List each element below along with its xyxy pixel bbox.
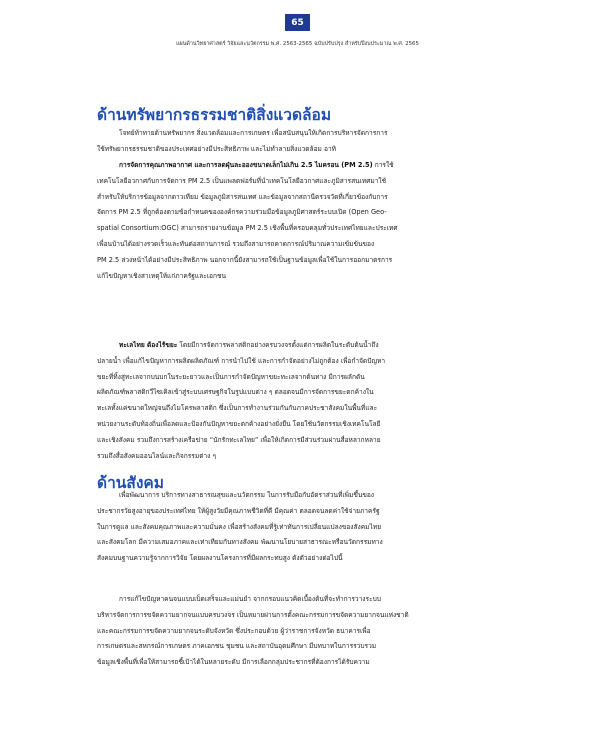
paragraph-line: ข้อมูลเชิงพื้นที่เพื่อให้สามารถชี้เป้าได้ในหลายระดับ มีการเลือกกลุ่มประชากรที่ต้องการได้รับความ: [97, 658, 370, 667]
paragraph-line: การเกษตรและสหกรณ์การเกษตร ภาคเอกชน ชุมชน และสถาบันอุดมศึกษา มีบทบาทในการรวบรวม: [97, 642, 377, 651]
paragraph-line: PM 2.5 ล่วงหน้าได้อย่างมีประสิทธิภาพ นอกจากนี้ยังสามารถใช้เป็นฐานข้อมูลเพื่อใช้ในการออกมาตรการ: [97, 255, 393, 264]
paragraph-line: ในการดูแล และสังคมคุณภาพและความมั่นคง เพื่อสร้างสังคมที่รู้เท่าทันการเปลี่ยนแปลงของสังคมไทย: [97, 522, 382, 531]
paragraph-line: ใช้ทรัพยากรธรรมชาติของประเทศอย่างมีประสิทธิภาพ และไม่ทำลายสิ่งแวดล้อม อาทิ: [97, 144, 337, 153]
paragraph-lead: ทะเลไทย ต้องไร้ขยะ: [119, 341, 178, 349]
paragraph-line: แก้ไขปัญหาเชิงสาเหตุให้แก่ภาครัฐและเอกชน: [97, 271, 226, 280]
page-number-badge: 65: [285, 14, 310, 31]
section-heading-social: ด้านสังคม: [97, 474, 164, 492]
paragraph-line: เพื่อนบ้านได้อย่างรวดเร็วและทันต่อสถานการณ์ รวมถึงสามารถคาดการณ์ปริมาณความเข้มข้นของ: [97, 239, 375, 248]
paragraph-lead: การจัดการคุณภาพอากาศ และการลดฝุ่นละอองขนาดเล็กไม่เกิน 2.5 ไมครอน (PM 2.5): [119, 161, 373, 169]
paragraph-line: สังคมบนฐานความรู้จากการวิจัย โดยผลงานโครงการที่มีผลกระทบสูง ดังตัวอย่างต่อไปนี้: [97, 554, 343, 563]
paragraph-line: หน่วยงานระดับท้องถิ่นเพื่อลดและป้องกันปัญหาขยะตกค้างอย่างยั่งยืน โดยใช้นวัตกรรมเชิงเทคโนโลยี: [97, 419, 381, 428]
paragraph-environment-intro: [97, 126, 499, 158]
paragraph-poverty: [97, 592, 499, 671]
paragraph-line: ปลายน้ำ เพื่อแก้ไขปัญหาการผลิตผลิตภัณฑ์ การนำไปใช้ และการกำจัดอย่างไม่ถูกต้อง เพื่อกำจัดปัญหา: [97, 356, 386, 365]
paragraph-line: และเชิงสังคม รวมถึงการสร้างเครือข่าย “นักรักทะเลไทย” เพื่อให้เกิดการมีส่วนร่วมผ่านสื่อหลากหลาย: [97, 435, 381, 444]
paragraph-line: ทะเลทั้งแค่ขนาดใหญ่จนถึงไมโครพลาสติก ซึ่งเป็นการทำงานร่วมกันกับภาคประชาสังคมในพื้นที่และ: [97, 404, 378, 413]
paragraph-air-quality: [97, 158, 499, 284]
paragraph-line: โจทย์ท้าทายด้านทรัพยากร สิ่งแวดล้อมและการเกษตร เพื่อสนับสนุนให้เกิดการบริหารจัดการการ: [119, 129, 388, 137]
paragraph-line: เทคโนโลยีอวกาศกับการจัดการ PM 2.5 เป็นแพลตฟอร์มที่นำเทคโนโลยีอวกาศและภูมิสารสนเทศมาใช้: [97, 176, 387, 185]
paragraph-text: โดยมีการจัดการพลาสติกอย่างครบวงจรตั้งแต่การผลิตในระดับต้นน้ำถึง: [177, 341, 379, 349]
paragraph-line: [97, 338, 499, 354]
paragraph-text: การใช้: [372, 161, 394, 169]
paragraph-social-intro: [97, 488, 499, 567]
paragraph-line: เพื่อพัฒนาการ บริการทางสาธารณสุขและนวัตกรรม ในการรับมือกับอัตราส่วนที่เพิ่มขึ้นของ: [119, 491, 375, 499]
paragraph-marine-waste: [97, 338, 499, 464]
paragraph-line: [97, 158, 499, 174]
paragraph-line: และคณะกรรมการขจัดความยากจนระดับจังหวัด ซึ่งประกอบด้วย ผู้ว่าราชการจังหวัด ธนาคารเพื่อ: [97, 626, 371, 635]
running-header: แผนด้านวิทยาศาสตร์ วิจัยและนวัตกรรม พ.ศ. 2563-2565 ฉบับปรับปรุง สำหรับปีงบประมาณ พ.ศ. 2565: [176, 41, 419, 47]
paragraph-line: ผลิตภัณฑ์พลาสติกวีไซเคิลเข้าสู่ระบบเศรษฐกิจในรูปแบบต่าง ๆ ตลอดจนมีการจัดการขยะตกค้างใน: [97, 388, 374, 397]
paragraph-line: จัดการ PM 2.5 ที่ถูกต้องตามข้อกำหนดขององค์กรความร่วมมือข้อมูลภูมิศาสตร์ระบบเปิด (Open Geo-: [97, 208, 387, 217]
paragraph-line: บริหารจัดการการขจัดความยากจนแบบครบวงจร เป็นหมายผ่านการตั้งคณะกรรมการขจัดความยากจนแห่งชาติ: [97, 610, 409, 619]
paragraph-line: และสังคมโลก มีความเสมอภาคและเท่าเทียมกันทางสังคม พัฒนานโยบายสาธารณะหรือนวัตกรรมทาง: [97, 538, 383, 547]
paragraph-line: ประชากรวัยสูงอายุของประเทศไทย ให้ผู้สูงวัยมีคุณภาพชีวิตที่ดี มีคุณค่า ตลอดจนลดค่าใช้จ่ายภาครัฐ: [97, 506, 380, 515]
paragraph-line: ขยะที่ทิ้งสู่ทะเลจากบนบกในระยะยาวและเป็นการกำจัดปัญหาขยะทะเลจากต้นทาง มีการผลักดัน: [97, 372, 365, 381]
paragraph-line: การแก้ไขปัญหาคนจนแบบเบ็ดเสร็จและแม่นยำ จากกรอบแนวคิดเบื้องต้นที่จะทำการวางระบบ: [119, 595, 381, 603]
paragraph-line: spatial Consortium:OGC) สามารถรายงานข้อมูล PM 2.5 เชิงพื้นที่ครอบคลุมทั่วประเทศไทยและประเทศ: [97, 224, 398, 233]
paragraph-line: รวมถึงสื่อสังคมออนไลน์และกิจกรรมต่าง ๆ: [97, 451, 217, 460]
section-heading-environment: ด้านทรัพยากรธรรมชาติสิ่งแวดล้อม: [97, 106, 332, 124]
paragraph-line: สำหรับให้บริการข้อมูลจากดาวเทียม ข้อมูลภูมิสารสนเทศ และข้อมูลจากสถานีตรวจวัดที่เกี่ยวข้องกับการ: [97, 192, 388, 201]
